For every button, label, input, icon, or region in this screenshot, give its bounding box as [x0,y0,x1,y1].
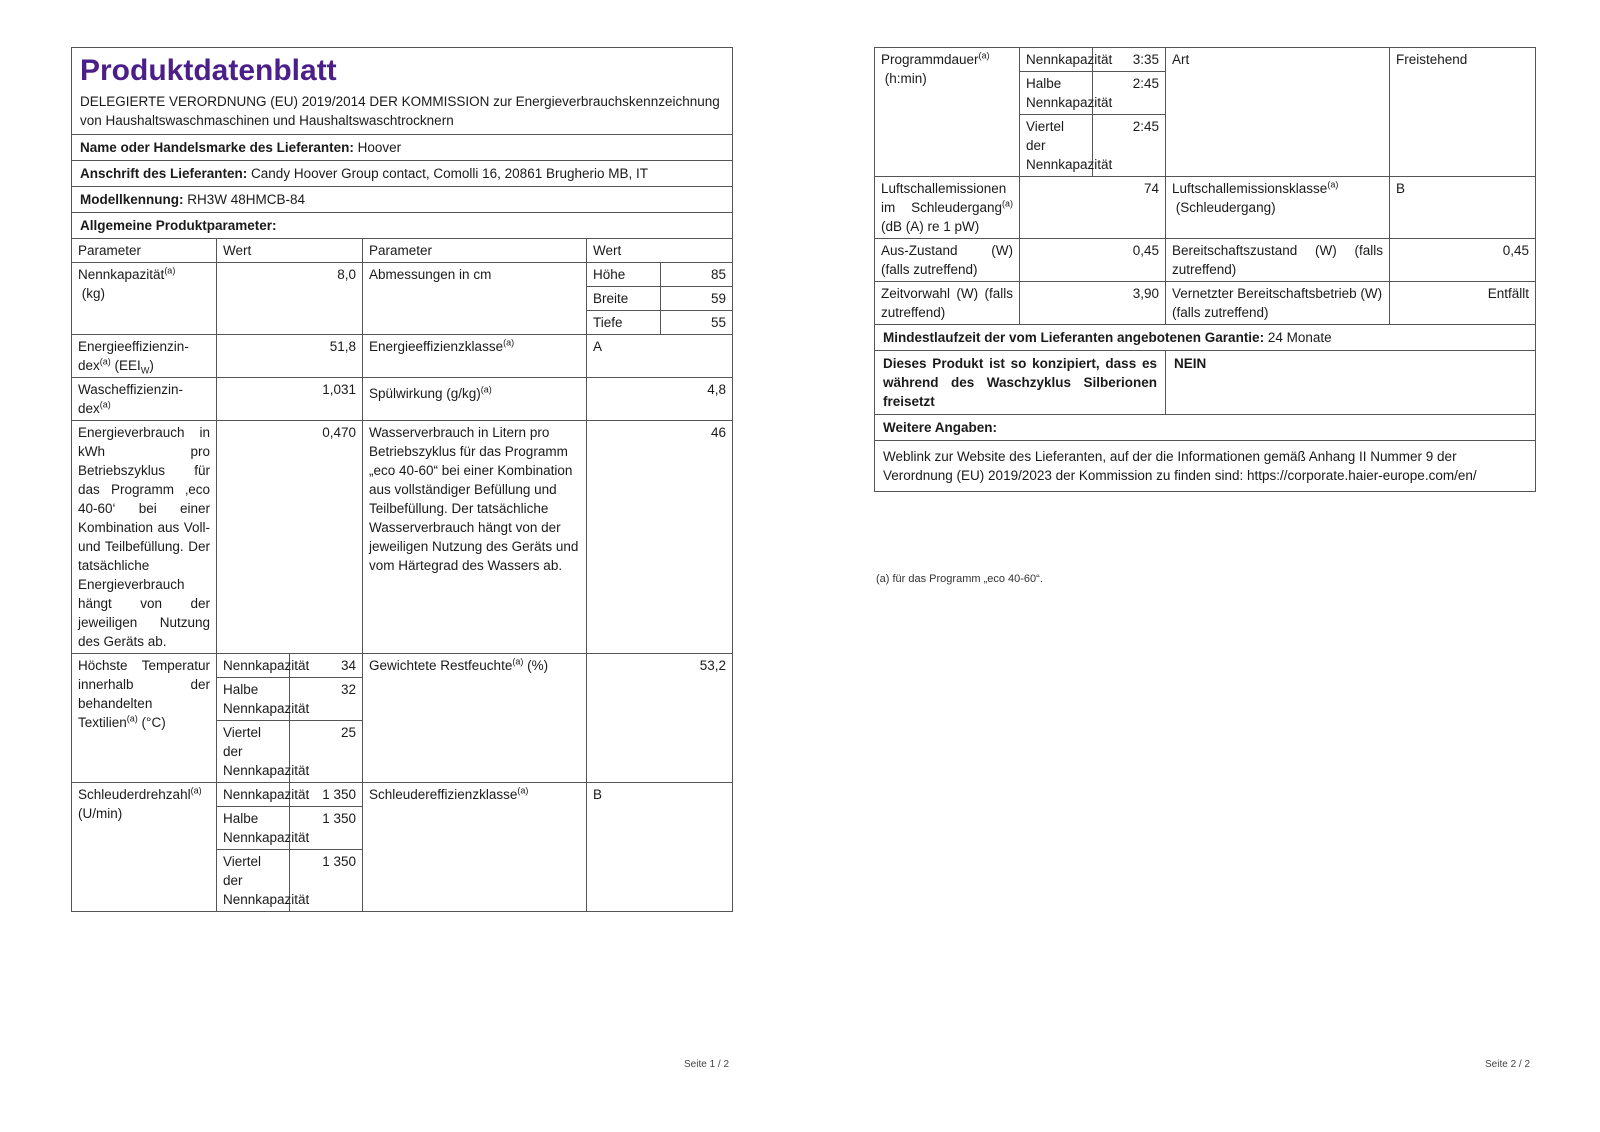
address-row [72,161,733,187]
off-value: 0,45 [1020,239,1166,282]
eei-close: ) [149,358,154,373]
warranty-row [875,325,1536,351]
noise-class-label-cell: Luftschallemissionsklasse$^{(a)}$ (Schleudergang) [1166,177,1390,239]
spin-class-label: Schleudereffizienzklasse [369,787,518,802]
noise-class-label: Luftschallemissionsklasse [1172,181,1328,196]
col-value-1: Wert [217,239,363,263]
dimensions-label: Abmessungen in cm [363,263,587,335]
wash-label-cell: Wascheffizienzin- dex$^{(a)}$ [72,378,217,421]
datasheet-page-1 [71,47,733,912]
temp-rated-value: 34 [290,654,363,678]
duration-label: Programmdauer [881,52,979,67]
dur-half-value: 2:45 [1093,72,1166,115]
delay-value: 3,90 [1020,282,1166,325]
width-value: 59 [661,287,733,311]
temp-unit: (°C) [141,715,166,730]
address-value: Candy Hoover Group contact, Comolli 16, 20861 Brugherio MB, IT [251,166,648,181]
noise-label: Luftschallemissionen im Schleudergang [881,181,1007,215]
wash-label-line1: Wascheffizienzin- [78,382,184,397]
spin-label-cell: Schleuderdrehzahl$^{(a)}$ (U/min) [72,783,217,912]
spin-rated-value: 1 350 [290,783,363,807]
spin-quarter-value: 1 350 [290,850,363,912]
datasheet-page-2 [874,47,1536,492]
type-label: Art [1166,48,1390,177]
col-param-2: Parameter [363,239,587,263]
page-title: Produktdatenblatt [80,54,337,87]
silver-value: NEIN [1166,351,1536,415]
type-value: Freistehend [1390,48,1536,177]
warranty-value: 24 Monate [1267,330,1332,345]
water-label: Wasserverbrauch in Litern pro Betriebszyklus für das Programm „eco 40-60“ bei einer Kombination aus vollständiger Befüllung und Teilbefüllung. Der tatsächliche Wasserverbrauch hängt von der jeweiligen Nutzung des Geräts und vom Härtegrad des Wassers ab. [363,421,587,654]
eei-sub: W [140,365,150,376]
eei-label-line1: Energieeffizienzin- [78,339,189,354]
spin-half-label: Halbe Nennkapazität [217,807,290,850]
width-label: Breite [587,287,661,311]
temp-rated-label: Nennkapazität [217,654,290,678]
eclass-value: A [587,335,733,378]
temp-quarter-value: 25 [290,721,363,783]
spin-label: Schleuderdrehzahl [78,787,191,802]
wash-label-line2: dex [78,401,100,416]
spin-class-label-cell: Schleudereffizienzklasse$^{(a)}$ [363,783,587,912]
weblink-text: Weblink zur Website des Lieferanten, auf der die Informationen gemäß Anhang II Nummer 9 der Verordnung (EU) 2019/2023 der Kommission zu finden sind: https://corporate.haier-europe.com/en/ [875,441,1536,492]
noise-class-unit: (Schleudergang) [1175,200,1276,215]
moisture-unit: (%) [527,658,549,673]
col-value-2: Wert [587,239,733,263]
noise-unit: (dB (A) re 1 pW) [881,219,980,234]
dur-half-label: Halbe Nennkapazität [1020,72,1093,115]
spin-quarter-label: Viertel der Nennkapazität [217,850,290,912]
eclass-label-cell: Energieeffizienzklasse$^{(a)}$ [363,335,587,378]
warranty-label: Mindestlaufzeit der vom Lieferanten angebotenen Garantie: [883,330,1265,345]
model-value: RH3W 48HMCB-84 [187,192,306,207]
page-1-footer: Seite 1 / 2 [684,1059,730,1070]
model-label: Modellkennung: [80,192,184,207]
dur-rated-label: Nennkapazität [1020,48,1093,72]
eei-label-cell: Energieeffizienzin- dex$^{(a)}$ $(EEI_W)$ [72,335,217,378]
standby-value: 0,45 [1390,239,1536,282]
height-value: 85 [661,263,733,287]
temp-quarter-label: Viertel der Nennkapazität [217,721,290,783]
temp-half-value: 32 [290,678,363,721]
energy-label: Energieverbrauch in kWh pro Betriebszyklus für das Programm ‚eco 40-60‘ bei einer Kombination aus Voll- und Teilbefüllung. Der tatsächliche Energieverbrauch hängt von der jeweiligen Nutzung des Geräts ab. [72,421,217,654]
duration-label-cell: Programmdauer$^{(a)}$ (h:min) [875,48,1020,177]
temp-label-cell: Höchste Temperatur innerhalb der behandelten Textilien$^{(a)}$ (°C) [72,654,217,783]
header-row [72,239,733,263]
moisture-label-cell: Gewichtete Restfeuchte$^{(a)}$ (%) [363,654,587,783]
supplier-label: Name oder Handelsmarke des Lieferanten: [80,140,354,155]
depth-value: 55 [661,311,733,335]
rinse-label-cell: Spülwirkung $(g/kg)^{(a)}$ [363,378,587,421]
capacity-label: Nennkapazität [78,267,165,282]
rinse-value: 4,8 [587,378,733,421]
capacity-unit: (kg) [81,286,106,301]
footnote: (a) für das Programm „eco 40-60“. [876,573,1043,585]
spin-unit: (U/min) [78,806,123,821]
page-2-footer: Seite 2 / 2 [1485,1059,1531,1070]
off-label: Aus-Zustand (W) (falls zutreffend) [875,239,1020,282]
general-params-heading: Allgemeine Produktparameter: [72,213,733,239]
supplier-value: Hoover [357,140,402,155]
delay-label: Zeitvorwahl (W) (falls zutreffend) [875,282,1020,325]
energy-value: 0,470 [217,421,363,654]
eei-value: 51,8 [217,335,363,378]
address-label: Anschrift des Lieferanten: [80,166,248,181]
wash-value: 1,031 [217,378,363,421]
dur-rated-value: 3:35 [1093,48,1166,72]
standby-label: Bereitschaftszustand (W) (falls zutreffend) [1166,239,1390,282]
noise-class-value: B [1390,177,1536,239]
duration-unit: (h:min) [884,71,927,86]
water-value: 46 [587,421,733,654]
depth-label: Tiefe [587,311,661,335]
moisture-value: 53,2 [587,654,733,783]
eclass-label: Energieeffizienzklasse [369,339,504,354]
col-param-1: Parameter [72,239,217,263]
regulation-text: DELEGIERTE VERORDNUNG (EU) 2019/2014 DER KOMMISSION zur Energieverbrauchskennzeichnung von Haushaltswaschmaschinen und Haushaltswaschtrocknern [80,94,720,128]
supplier-row [72,135,733,161]
rinse-label: Spülwirkung (g/kg) [369,386,481,401]
moisture-label: Gewichtete Restfeuchte [369,658,513,673]
capacity-label-cell: Nennkapazität$^{(a)}$ (kg) [72,263,217,335]
spin-rated-label: Nennkapazität [217,783,290,807]
network-label: Vernetzter Bereitschaftsbetrieb (W) (falls zutreffend) [1166,282,1390,325]
more-info-heading: Weitere Angaben: [875,415,1536,441]
temp-label: Höchste Temperatur innerhalb der behandelten Textilien [78,658,210,730]
noise-value: 74 [1020,177,1166,239]
model-row [72,187,733,213]
spin-class-value: B [587,783,733,912]
dur-quarter-label: Viertel der Nennkapazität [1020,115,1093,177]
spin-half-value: 1 350 [290,807,363,850]
network-value: Entfällt [1390,282,1536,325]
temp-half-label: Halbe Nennkapazität [217,678,290,721]
noise-label-cell: Luftschallemissionen im Schleudergang$^{(a)}$ (dB (A) re 1 pW) [875,177,1020,239]
eei-unit: (EEI [114,358,141,373]
capacity-value: 8,0 [217,263,363,335]
height-label: Höhe [587,263,661,287]
dur-quarter-value: 2:45 [1093,115,1166,177]
silver-label: Dieses Produkt ist so konzipiert, dass es während des Waschzyklus Silberionen freisetzt [875,351,1166,415]
eei-label-line2: dex [78,358,100,373]
